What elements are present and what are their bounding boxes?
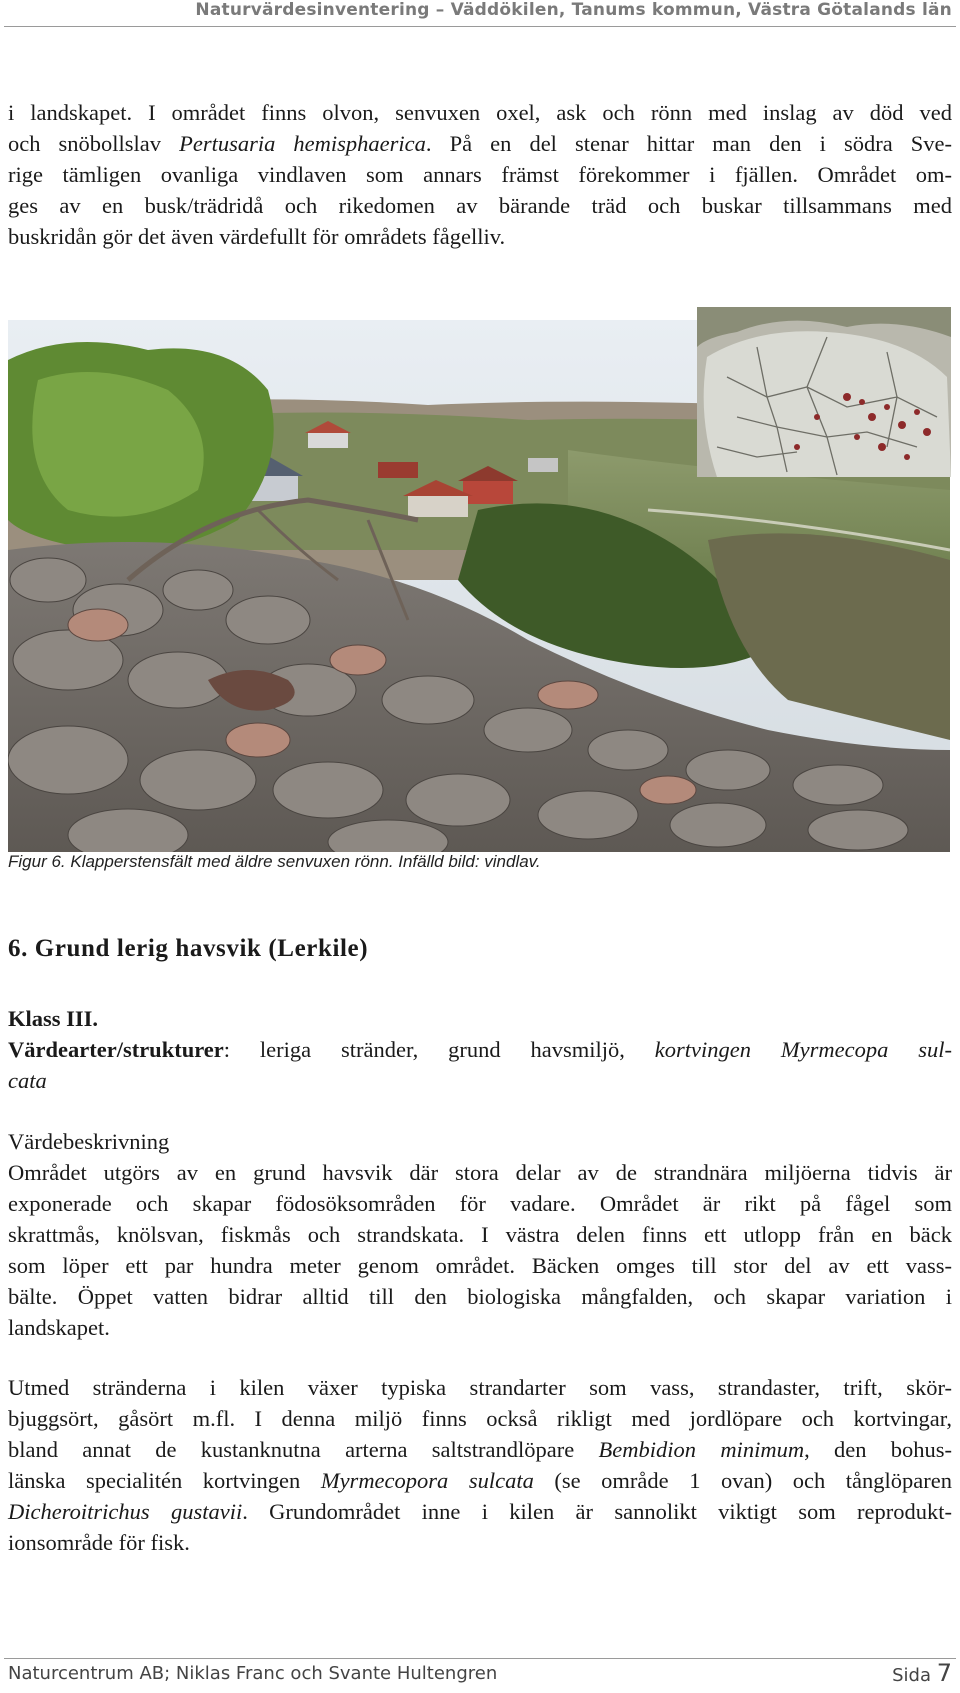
species-name: Bembidion minimum	[598, 1437, 805, 1462]
description-line: bälte. Öppet vatten bidrar alltid till den biologiska mångfalden, och skapar variation i	[8, 1284, 952, 1309]
description-line: skrattmås, knölsvan, fiskmås och strandskata. I västra delen finns ett utlopp från en bäck	[8, 1222, 952, 1247]
header-divider	[4, 26, 956, 27]
description-title: Värdebeskrivning	[8, 1129, 170, 1154]
intro-line: ges av en busk/trädridå och rikedomen av bärande träd och buskar tillsammans med	[8, 193, 952, 218]
figure-caption: Figur 6. Klapperstensfält med äldre senvuxen rönn. Infälld bild: vindlav.	[8, 852, 541, 871]
values-line	[8, 1065, 952, 1096]
values-label: Värdearter/strukturer	[8, 1037, 224, 1062]
description-line: exponerade och skapar födosöksområden för vadare. Området är rikt på fågel som	[8, 1191, 952, 1216]
page-number: Sida 7	[892, 1659, 952, 1687]
intro-line: och snöbollslav Pertusaria hemisphaerica. På en del stenar hittar man den i södra Sve-	[8, 131, 952, 156]
species-name: cata	[8, 1068, 47, 1093]
species-name: Pertusaria hemisphaerica	[179, 131, 426, 156]
description-paragraph	[8, 1126, 952, 1343]
species-line: länska specialitén kortvingen Myrmecopora sulcata (se område 1 ovan) och tånglöparen	[8, 1468, 953, 1493]
intro-paragraph	[8, 97, 952, 252]
species-line: Dicheroitrichus gustavii. Grundområdet inne i kilen är sannolikt viktigt som reprodukt-	[8, 1499, 952, 1524]
species-name: Dicheroitrichus gustavii	[8, 1499, 243, 1524]
species-line: Utmed stränderna i kilen växer typiska strandarter som vass, strandaster, trift, skör-	[8, 1375, 952, 1400]
species-line: ionsområde för fisk.	[8, 1530, 190, 1555]
species-name: Myrmecopora sulcata	[320, 1468, 534, 1493]
description-line: som löper ett par hundra meter genom området. Bäcken omges till stor del av ett vass-	[8, 1253, 952, 1278]
species-line: bjuggsört, gåsört m.fl. I denna miljö finns också rikligt med jordlöpare och kortvingar,	[8, 1406, 952, 1431]
species-line: bland annat de kustanknutna arterna saltstrandlöpare Bembidion minimum, den bohus-	[8, 1437, 952, 1462]
footer-divider	[4, 1658, 956, 1659]
species-name: kortvingen Myrmecopa sul-	[654, 1037, 952, 1062]
running-header: Naturvärdesinventering – Väddökilen, Tanums kommun, Västra Götalands län	[195, 0, 952, 20]
section-summary	[8, 1003, 952, 1096]
intro-line: buskridån gör det även värdefullt för områdets fågelliv.	[8, 224, 506, 249]
figure-inset-lichen	[697, 307, 951, 477]
description-line: landskapet.	[8, 1315, 110, 1340]
intro-line: i landskapet. I området finns olvon, senvuxen oxel, ask och rönn med inslag av död ved	[8, 100, 952, 125]
footer-authors: Naturcentrum AB; Niklas Franc och Svante Hultengren	[8, 1663, 498, 1684]
klass-label: Klass III.	[8, 1006, 99, 1031]
intro-line: rige tämligen ovanliga vindlaven som annars främst förekommer i fjällen. Området om-	[8, 162, 952, 187]
values-line: Värdearter/strukturer: leriga stränder, grund havsmiljö, kortvingen Myrmecopa sul-	[8, 1037, 952, 1062]
species-paragraph	[8, 1372, 952, 1558]
description-line: Området utgörs av en grund havsvik där stora delar av de strandnära miljöerna tidvis är	[8, 1160, 952, 1185]
section-heading: 6. Grund lerig havsvik (Lerkile)	[8, 935, 369, 962]
